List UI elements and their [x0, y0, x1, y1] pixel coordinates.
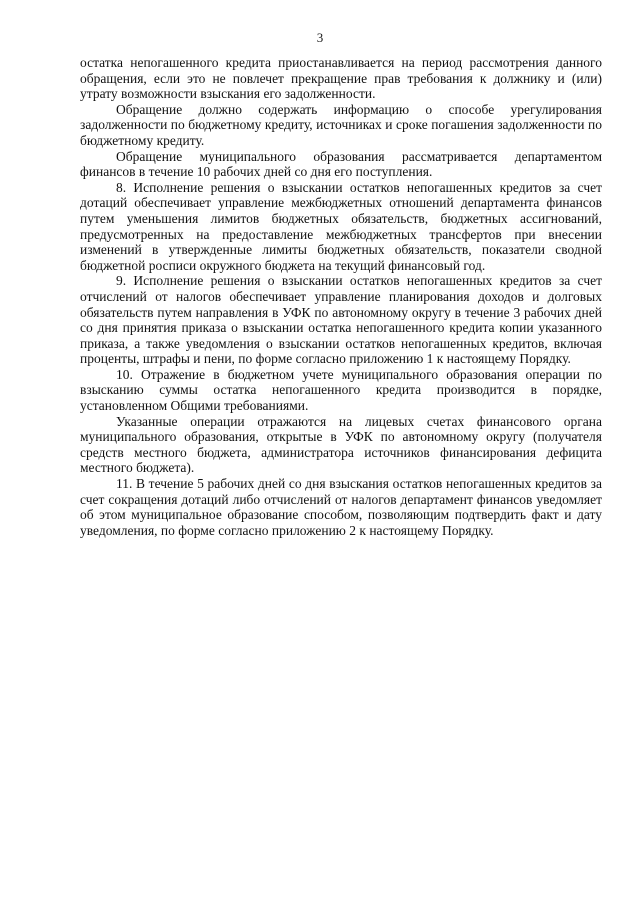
paragraph-operations: Указанные операции отражаются на лицевых счетах финансового органа муниципального образования, открытые в УФК по автономному округу (получателя средств местного бюджета, администратора источников финансирования дефицита местного бюджета). — [80, 413, 602, 476]
page-number: 3 — [316, 30, 324, 45]
document-body — [80, 55, 602, 538]
paragraph-item-9: 9. Исполнение решения о взыскании остатков непогашенных кредитов за счет отчислений от налогов обеспечивает управление планирования доходов и долговых обязательств путем направления в УФК по автономному округу в течение 3 рабочих дней со дня принятия приказа о взыскании остатка непогашенного кредита копии указанного приказа, а также уведомления о взыскании остатков непогашенных кредитов, включая проценты, штрафы и пени, по форме согласно приложению 1 к настоящему Порядку. — [80, 273, 602, 367]
paragraph-continuation: остатка непогашенного кредита приостанавливается на период рассмотрения данного обращения, если это не повлечет прекращение прав требования к должнику и (или) утрату возможности взыскания его задолженности. — [80, 55, 602, 102]
paragraph-item-8: 8. Исполнение решения о взыскании остатков непогашенных кредитов за счет дотаций обеспечивает управление межбюджетных отношений департамента финансов путем уменьшения лимитов бюджетных обязательств, бюджетных ассигнований, предусмотренных на предоставление межбюджетных трансфертов при внесении изменений в утвержденные лимиты бюджетных обязательств, показатели сводной бюджетной росписи окружного бюджета на текущий финансовый год. — [80, 179, 602, 273]
paragraph-item-10: 10. Отражение в бюджетном учете муниципального образования операции по взысканию суммы остатка непогашенного кредита производится в порядке, установленном Общими требованиями. — [80, 366, 602, 414]
paragraph-appeal-review: Обращение муниципального образования рассматривается департаментом финансов в течение 10 рабочих дней со дня его поступления. — [80, 148, 602, 180]
paragraph-item-11: 11. В течение 5 рабочих дней со дня взыскания остатков непогашенных кредитов за счет сокращения дотаций либо отчислений от налогов департамент финансов уведомляет об этом муниципальное образование способом, позволяющим подтвердить факт и дату уведомления, по форме согласно приложению 2 к настоящему Порядку. — [80, 476, 602, 538]
paragraph-appeal-content: Обращение должно содержать информацию о способе урегулирования задолженности по бюджетному кредиту, источниках и сроке погашения задолженности по бюджетному кредиту. — [80, 101, 602, 148]
